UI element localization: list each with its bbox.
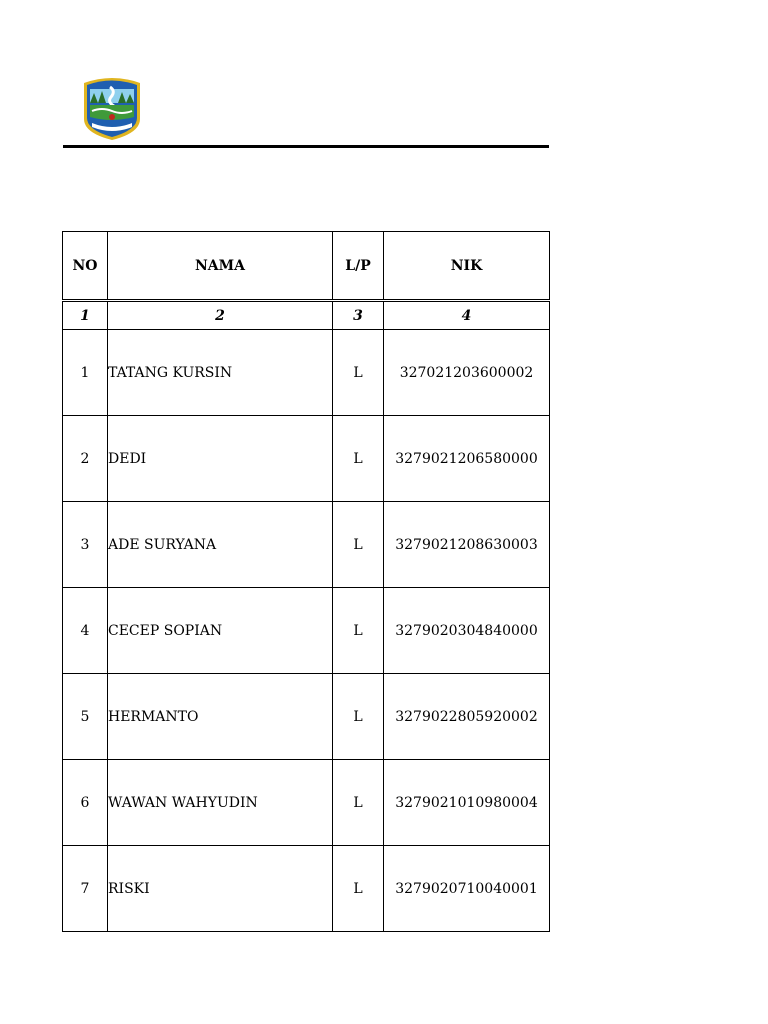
cell-nik: 327021203600002: [384, 330, 550, 416]
table-row: [63, 588, 550, 674]
table-row: [63, 502, 550, 588]
cell-nik: 3279022805920002: [384, 674, 550, 760]
cell-nik: 3279021010980004: [384, 760, 550, 846]
cell-nik: 3279021206580000: [384, 416, 550, 502]
header-no: NO: [63, 232, 108, 301]
cell-no: 6: [63, 760, 108, 846]
cell-nama: DEDI: [108, 416, 333, 502]
cell-no: 3: [63, 502, 108, 588]
cell-lp: L: [333, 674, 384, 760]
cell-nama: CECEP SOPIAN: [108, 588, 333, 674]
table-row: [63, 330, 550, 416]
cell-lp: L: [333, 846, 384, 932]
column-number: 3: [333, 301, 384, 330]
header-nik: NIK: [384, 232, 550, 301]
table-row: [63, 416, 550, 502]
column-number: 1: [63, 301, 108, 330]
cell-no: 4: [63, 588, 108, 674]
table-row: [63, 846, 550, 932]
cell-lp: L: [333, 416, 384, 502]
cell-lp: L: [333, 760, 384, 846]
cell-no: 7: [63, 846, 108, 932]
table-header-row: [63, 232, 550, 301]
cell-no: 1: [63, 330, 108, 416]
header-lp: L/P: [333, 232, 384, 301]
cell-nama: TATANG KURSIN: [108, 330, 333, 416]
member-table: [62, 231, 550, 932]
header-divider-line: [63, 145, 549, 148]
cell-nama: ADE SURYANA: [108, 502, 333, 588]
column-number: 4: [384, 301, 550, 330]
cell-no: 2: [63, 416, 108, 502]
cell-lp: L: [333, 588, 384, 674]
table-row: [63, 674, 550, 760]
header-nama: NAMA: [108, 232, 333, 301]
column-number-row: [63, 301, 550, 330]
regional-crest-logo: [80, 75, 144, 141]
cell-nik: 3279020304840000: [384, 588, 550, 674]
cell-lp: L: [333, 502, 384, 588]
cell-nama: RISKI: [108, 846, 333, 932]
cell-nik: 3279021208630003: [384, 502, 550, 588]
cell-no: 5: [63, 674, 108, 760]
cell-nama: WAWAN WAHYUDIN: [108, 760, 333, 846]
cell-lp: L: [333, 330, 384, 416]
cell-nik: 3279020710040001: [384, 846, 550, 932]
cell-nama: HERMANTO: [108, 674, 333, 760]
table-row: [63, 760, 550, 846]
column-number: 2: [108, 301, 333, 330]
